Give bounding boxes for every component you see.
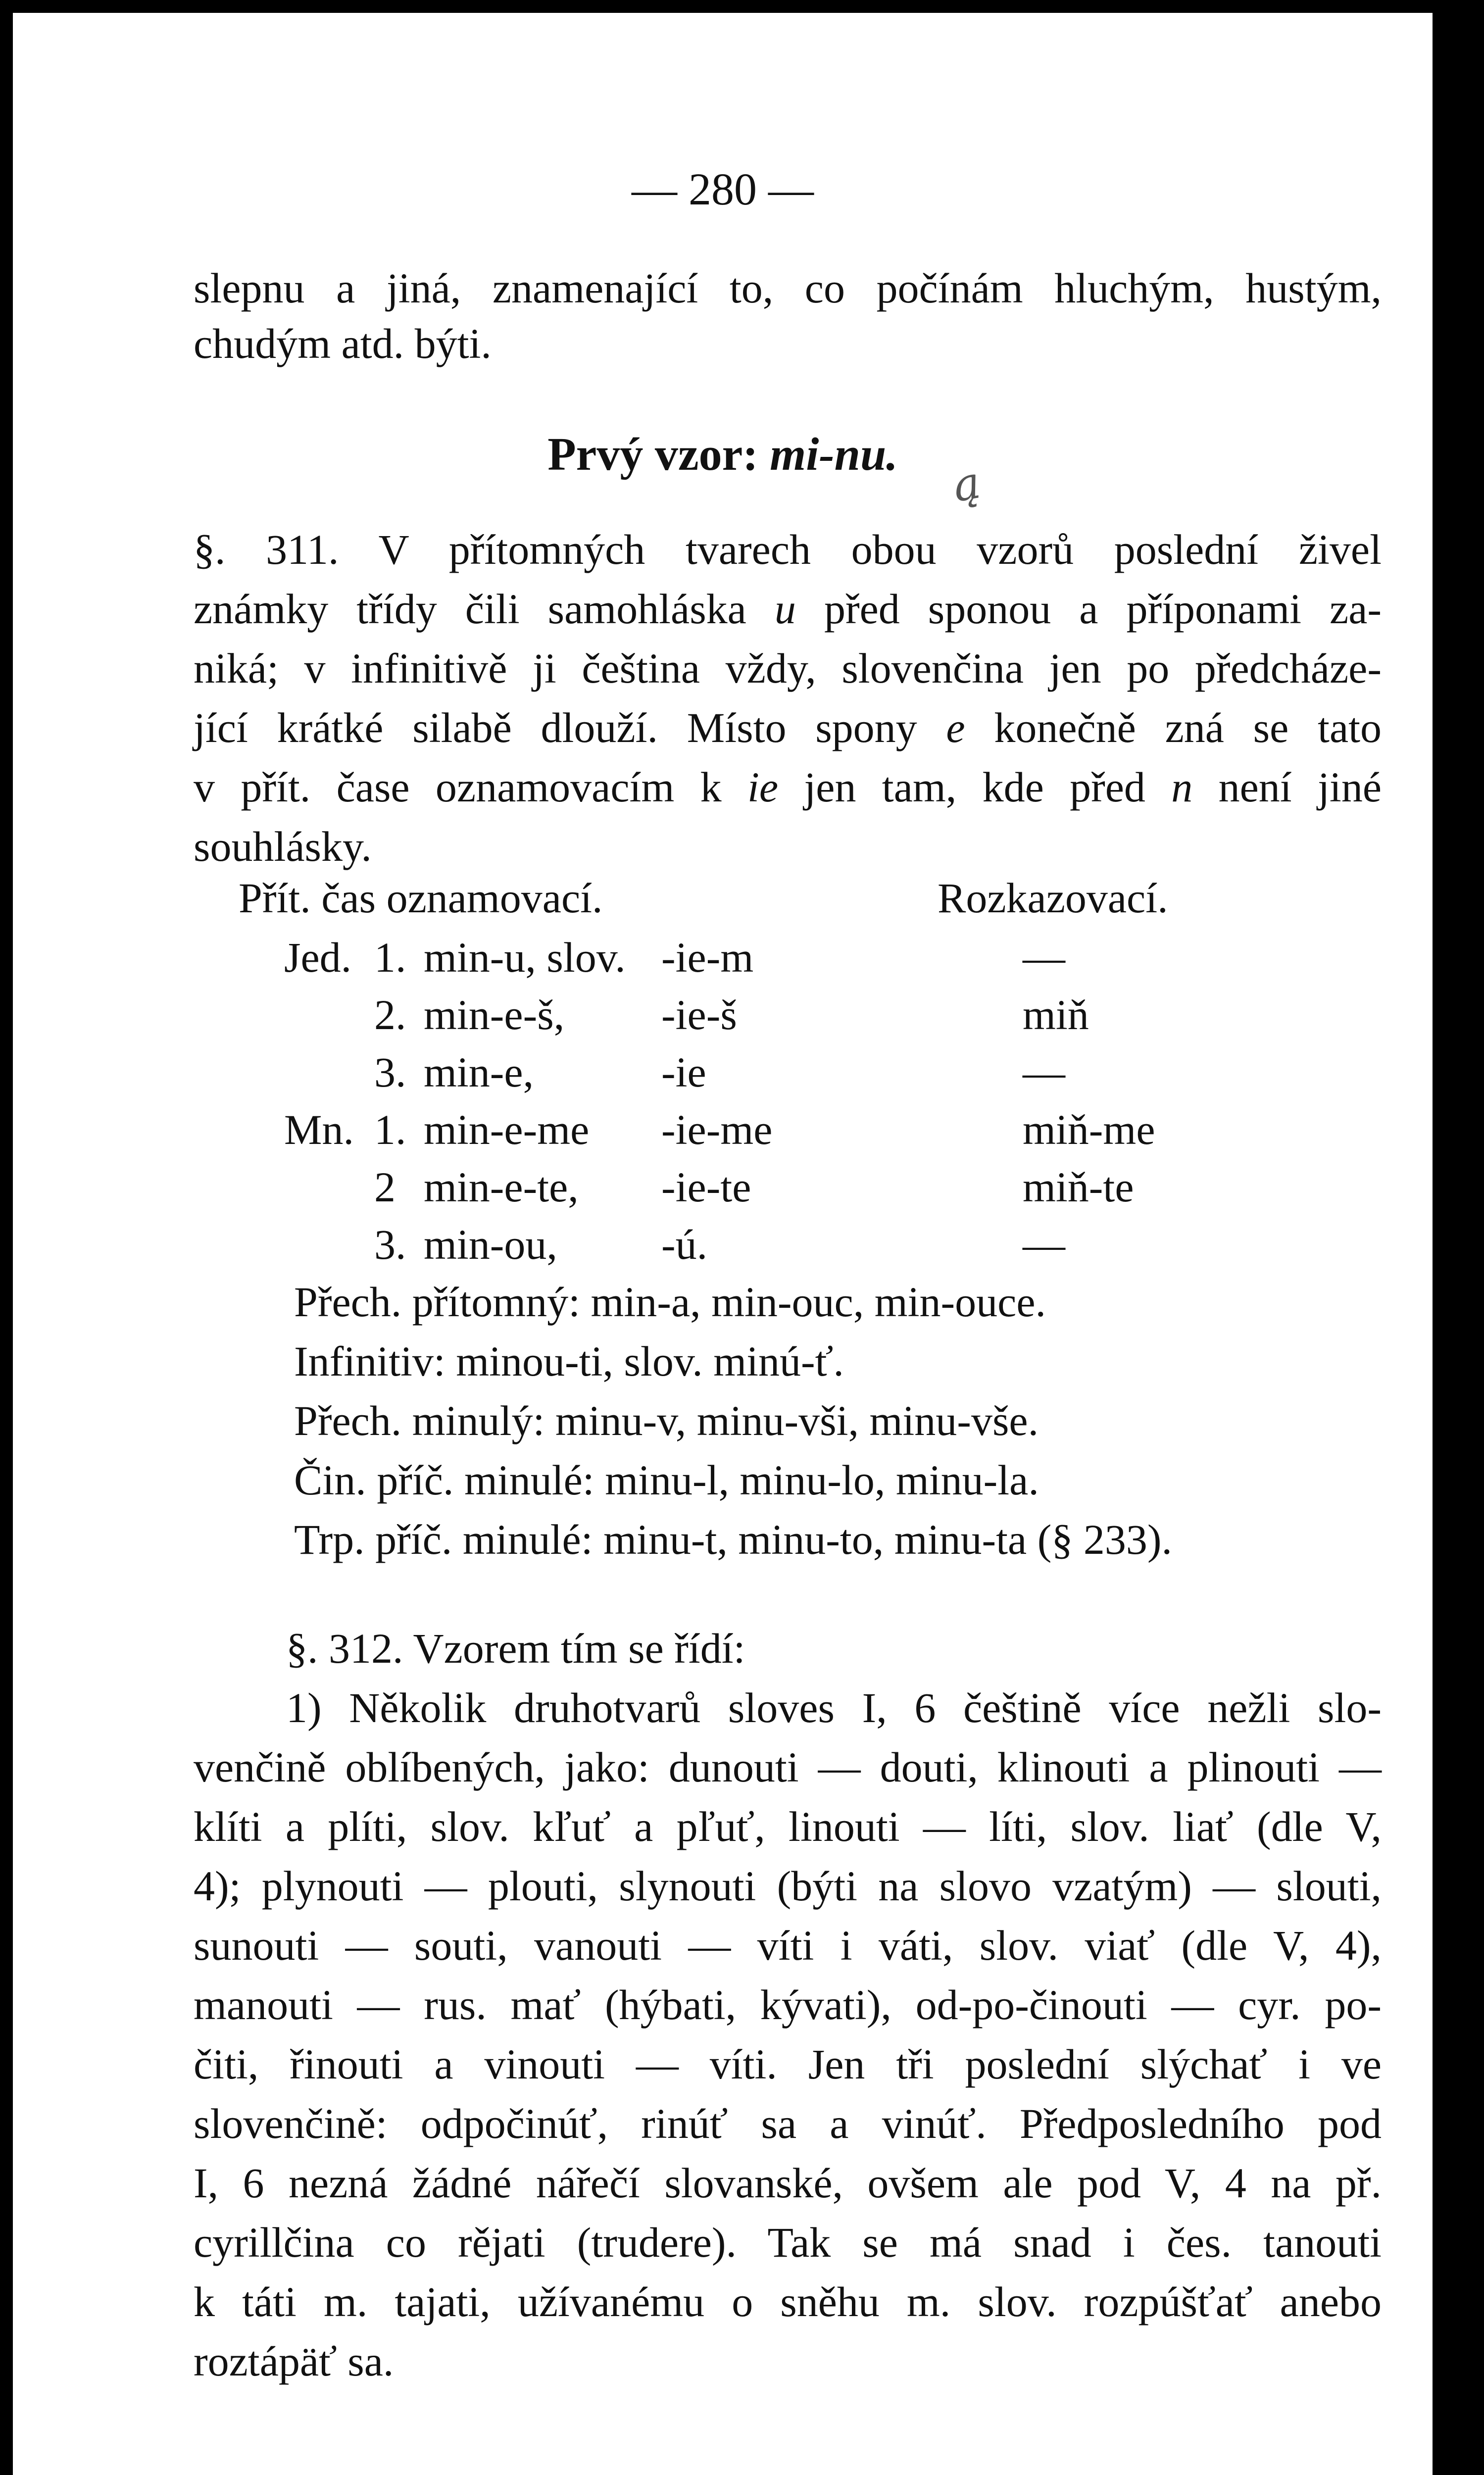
page-number: — 280 —: [632, 164, 814, 214]
row-number: 2: [374, 1163, 396, 1211]
p312-line: manouti — rus. mať (hýbati, kývati), od-po-činouti — cyr. po-: [194, 1981, 1382, 2029]
row-number: 1.: [374, 1106, 406, 1153]
form-line: Trp. příč. minulé: minu-t, minu-to, minu-ta (§ 233).: [294, 1516, 1173, 1563]
row-slovak: -ú.: [661, 1221, 708, 1268]
row-imperative: —: [1023, 1048, 1065, 1096]
p312-last-line: roztápäť sa.: [194, 2337, 394, 2385]
present-tense-header: Přít. čas oznamovací.: [239, 874, 603, 922]
row-imperative: —: [1023, 934, 1065, 981]
p311-line-2: [194, 579, 1382, 639]
imperative-header: Rozkazovací.: [938, 874, 1168, 922]
intro-line-2: chudým atd. býti.: [194, 320, 492, 367]
row-imperative: —: [1023, 1221, 1065, 1268]
p312-line: 1) Několik druhotvarů sloves I, 6 češtině více nežli slo-: [286, 1684, 1382, 1732]
row-number: 2.: [374, 991, 406, 1039]
p312-line: I, 6 nezná žádné nářečí slovanské, ovšem ale pod V, 4 na př.: [194, 2159, 1382, 2207]
p311-line-3: niká; v infinitivě ji čeština vždy, slovenčina jen po předcháze-: [194, 644, 1382, 692]
row-number: 3.: [374, 1048, 406, 1096]
row-slovak: -ie-te: [661, 1163, 751, 1211]
row-group: Mn.: [284, 1106, 354, 1153]
pencil-annotation: ą: [949, 456, 985, 512]
p312-line: k táti m. tajati, užívanému o sněhu m. slov. rozpúšťať anebo: [194, 2278, 1382, 2326]
heading-prefix: Prvý vzor:: [547, 429, 758, 480]
p311-line-5-b: jen tam, kde před: [804, 763, 1145, 811]
p312-line: sunouti — souti, vanouti — víti i váti, slov. viať (dle V, 4),: [194, 1922, 1382, 1969]
p311-line-4-var: e: [946, 704, 965, 751]
row-czech: min-e,: [424, 1048, 534, 1096]
p311-line-4-a: jící krátké silabě dlouží. Místo spony: [194, 704, 917, 751]
scan-edge: [1433, 0, 1484, 2475]
p312-line: slovenčině: odpočinúť, rinúť sa a vinúť. Předposledního pod: [194, 2100, 1382, 2147]
p312-line: cyrillčina co rějati (trudere). Tak se má snad i čes. tanouti: [194, 2219, 1382, 2266]
p311-line-2-a: známky třídy čili samohláska: [194, 585, 746, 633]
row-number: 1.: [374, 934, 406, 981]
section-heading: [13, 425, 1433, 484]
row-czech: min-e-š,: [424, 991, 565, 1039]
intro-line-1: slepnu a jiná, znamenající to, co počínám hluchým, hustým,: [194, 264, 1382, 312]
p312-line: čiti, řinouti a vinouti — víti. Jen tři poslední slýchať i ve: [194, 2040, 1382, 2088]
p312-line: klíti a plíti, slov. kľuť a pľuť, linouti — líti, slov. liať (dle V,: [194, 1803, 1382, 1850]
row-czech: min-e-te,: [424, 1163, 579, 1211]
form-line: Přech. přítomný: min-a, min-ouc, min-ouce.: [294, 1278, 1046, 1326]
row-number: 3.: [374, 1221, 406, 1268]
p311-line-5-c: není jiné: [1218, 763, 1382, 811]
row-imperative: miň-me: [1023, 1106, 1155, 1153]
form-line: Infinitiv: minou-ti, slov. minú-ť.: [294, 1337, 844, 1385]
row-imperative: miň-te: [1023, 1163, 1134, 1211]
p311-line-6: souhlásky.: [194, 823, 372, 870]
row-slovak: -ie-me: [661, 1106, 773, 1153]
form-line: Přech. minulý: minu-v, minu-vši, minu-vše.: [294, 1397, 1039, 1444]
p312-line: 4); plynouti — plouti, slynouti (býti na slovo vzatým) — slouti,: [194, 1862, 1382, 1910]
form-line: Čin. příč. minulé: minu-l, minu-lo, minu-la.: [294, 1456, 1039, 1504]
p311-line-4: [194, 698, 1382, 757]
p311-line-5-a: v přít. čase oznamovacím k: [194, 763, 722, 811]
row-slovak: -ie-m: [661, 934, 754, 981]
p311-line-2-var: u: [774, 585, 796, 633]
p312-title: §. 312. Vzorem tím se řídí:: [286, 1625, 745, 1672]
heading-model: mi-nu.: [770, 429, 898, 480]
p312-line: venčině oblíbených, jako: dunouti — douti, klinouti a plinouti —: [194, 1743, 1382, 1791]
row-czech: min-u, slov.: [424, 934, 626, 981]
p311-line-4-b: konečně zná se tato: [994, 704, 1382, 751]
row-slovak: -ie-š: [661, 991, 737, 1039]
p311-line-5-var2: n: [1171, 763, 1193, 811]
row-imperative: miň: [1023, 991, 1089, 1039]
p311-line-5: [194, 757, 1382, 817]
p311-line-2-b: před sponou a příponami za-: [824, 585, 1382, 633]
book-page: [13, 13, 1433, 2475]
row-group: Jed.: [284, 934, 352, 981]
row-slovak: -ie: [661, 1048, 706, 1096]
row-czech: min-e-me: [424, 1106, 590, 1153]
p311-line-5-var: ie: [747, 763, 779, 811]
p311-line-1: §. 311. V přítomných tvarech obou vzorů poslední živel: [194, 526, 1382, 573]
row-czech: min-ou,: [424, 1221, 557, 1268]
